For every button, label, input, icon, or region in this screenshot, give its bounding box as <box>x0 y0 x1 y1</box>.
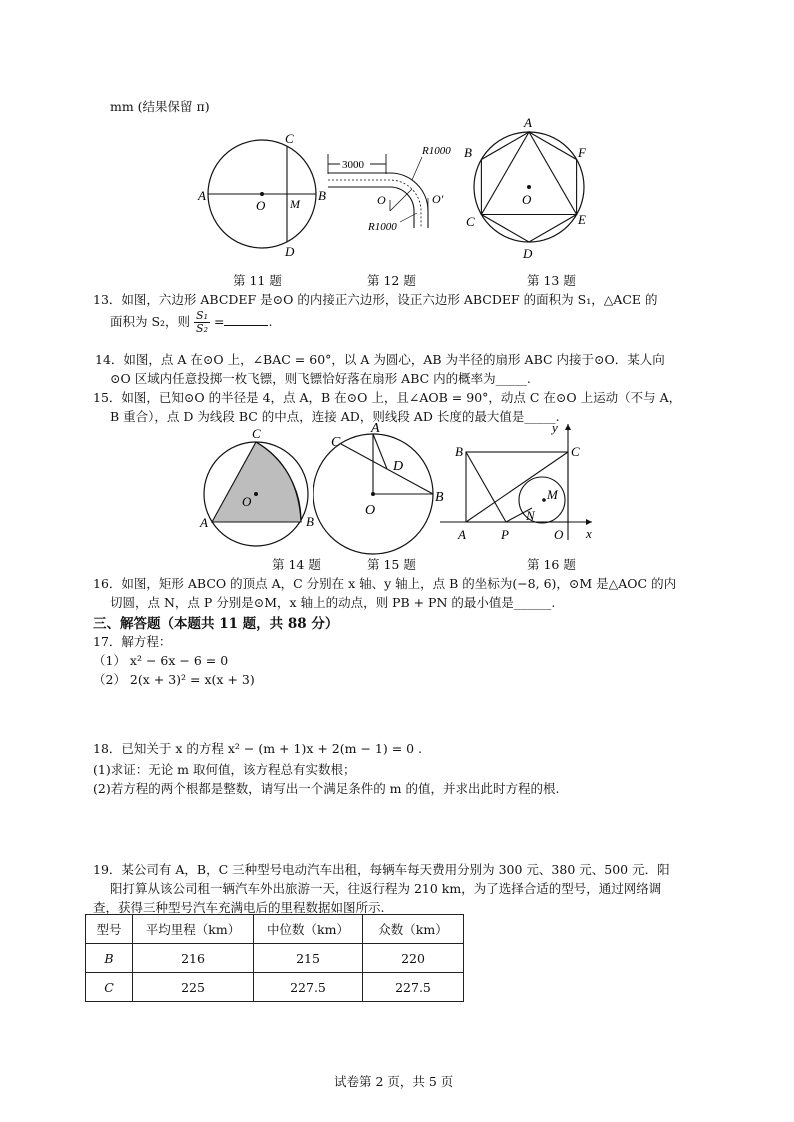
fig14-label-a: A <box>200 515 208 530</box>
fig15-ad <box>373 434 387 469</box>
table-cell: B <box>86 944 133 973</box>
fig16-label-o: O <box>554 527 564 542</box>
q19-line3: 查，获得三种型号汽车充满电后的里程数据如图所示. <box>93 900 385 915</box>
q13-frac-num: S₁ <box>196 309 208 322</box>
fig13-label-f: F <box>578 145 586 160</box>
fig13-label-a: A <box>524 115 532 130</box>
q16-line1: 16．如图，矩形 ABCO 的顶点 A，C 分别在 x 轴、y 轴上，点 B 的坐标为(−8, 6)，⊙M 是△AOC 的内 <box>93 576 677 591</box>
mileage-table <box>85 914 464 1002</box>
fig14-label-b: B <box>306 514 314 529</box>
fig11-center-dot <box>260 192 264 196</box>
caption-q11: 第 11 题 <box>233 273 282 288</box>
fig12-r-bottom: R1000 <box>368 221 397 233</box>
table-header-row <box>86 915 464 944</box>
fig12-o2: O′ <box>432 192 444 206</box>
q13-line1: 13．如图，六边形 ABCDEF 是⊙O 的内接正六边形，设正六边形 ABCDEF 的面积为 S₁，△ACE 的 <box>93 292 658 307</box>
table-header-cell: 中位数（km） <box>254 915 363 944</box>
caption-q15: 第 15 题 <box>367 557 416 572</box>
q13-end: . <box>268 314 273 329</box>
figure-13 <box>462 112 597 262</box>
table-header-cell: 众数（km） <box>363 915 464 944</box>
q19-line2: 阳打算从该公司租一辆汽车外出旅游一天，往返行程为 210 km，为了选择合适的型号，通过网络调 <box>110 881 662 896</box>
q17-part1: （1） x² − 6x − 6 = 0 <box>93 653 229 668</box>
table-header-cell: 型号 <box>86 915 133 944</box>
q13-line2-post: = <box>213 314 225 329</box>
fig13-label-d: D <box>523 246 533 261</box>
table-cell: C <box>86 973 133 1002</box>
fig12-o: O <box>377 193 386 207</box>
fig15-label-o: O <box>365 503 376 518</box>
fig11-label-c: C <box>285 131 294 146</box>
table-cell: 225 <box>133 973 254 1002</box>
q15-line1: 15．如图，已知⊙O 的半径是 4，点 A，B 在⊙O 上，且∠AOB = 90°，动点 C 在⊙O 上运动（不与 A， <box>93 390 682 405</box>
q13-line2 <box>110 310 272 335</box>
q17-part2: （2） 2(x + 3)² = x(x + 3) <box>93 672 255 687</box>
fig13-center-dot <box>527 185 531 189</box>
section-3-heading: 三、解答题（本题共 11 题，共 88 分） <box>93 616 339 632</box>
q18-title: 18．已知关于 x 的方程 x² − (m + 1)x + 2(m − 1) = 0 . <box>93 741 423 756</box>
fig16-label-c: C <box>571 444 580 459</box>
fig15-label-b: B <box>435 490 444 505</box>
fig16-label-y: y <box>552 420 558 435</box>
fig11-label-a: A <box>198 188 206 203</box>
fig11-label-o: O <box>256 198 266 213</box>
table-cell: 216 <box>133 944 254 973</box>
table-row <box>86 973 464 1002</box>
fig16-pb <box>466 452 506 522</box>
table-header-cell: 平均里程（km） <box>133 915 254 944</box>
fig15-label-a: A <box>371 421 380 436</box>
fig15-label-d: D <box>393 459 404 474</box>
table-cell: 227.5 <box>254 973 363 1002</box>
fig13-label-o: O <box>522 192 532 207</box>
fig16-dot-m <box>542 498 546 502</box>
q14-line1: 14．如图，点 A 在⊙O 上，∠BAC = 60°，以 A 为圆心，AB 为半径的扇形 ABC 内接于⊙O．某人向 <box>95 352 665 367</box>
fig16-label-a: A <box>458 527 466 542</box>
fig12-r-top: R1000 <box>422 145 451 157</box>
fig13-label-b: B <box>464 145 472 160</box>
fig14-sector <box>212 442 301 522</box>
q14-line2: ⊙O 区域内任意投掷一枚飞镖，则飞镖恰好落在扇形 ABC 内的概率为_____. <box>110 371 531 386</box>
fig15-label-c: C <box>331 435 341 450</box>
fig13-label-c: C <box>466 214 475 229</box>
q13-fraction <box>194 310 210 335</box>
table-cell: 215 <box>254 944 363 973</box>
q19-line1: 19．某公司有 A，B，C 三种型号电动汽车出租，每辆车每天费用分别为 300 元、380 元、500 元．阳 <box>93 862 670 877</box>
figure-16 <box>440 418 600 546</box>
page-footer: 试卷第 2 页，共 5 页 <box>334 1074 454 1089</box>
fig11-label-d: D <box>285 244 295 259</box>
q13-answer-blank[interactable] <box>224 314 268 326</box>
fig11-label-m: M <box>290 197 300 211</box>
q18-part2: (2)若方程的两个根都是整数，请写出一个满足条件的 m 的值，并求出此时方程的根. <box>93 781 560 796</box>
fig13-label-e: E <box>578 212 586 227</box>
fig16-label-b: B <box>455 444 463 459</box>
fig16-label-m: M <box>547 487 558 502</box>
caption-q12: 第 12 题 <box>367 273 416 288</box>
q18-part1: (1)求证：无论 m 取何值，该方程总有实数根； <box>93 762 356 777</box>
fig12-radius-line <box>390 189 412 211</box>
fig14-center-dot <box>254 492 258 496</box>
fig12-dim-text: 3000 <box>342 159 364 171</box>
caption-q13: 第 13 题 <box>527 273 576 288</box>
figure-12 <box>322 140 452 240</box>
figure-11 <box>195 128 335 263</box>
fig14-label-o: O <box>242 494 252 509</box>
table-row <box>86 944 464 973</box>
q16-line2: 切圆，点 N，点 P 分别是⊙M，x 轴上的动点，则 PB + PN 的最小值是______. <box>110 595 556 610</box>
caption-q14: 第 14 题 <box>272 557 321 572</box>
q13-frac-den: S₂ <box>196 322 208 335</box>
fig15-center-dot <box>371 492 375 496</box>
fig11-label-b: B <box>318 188 326 203</box>
fig14-label-c: C <box>252 426 261 441</box>
fig16-label-x: x <box>586 526 592 541</box>
table-cell: 227.5 <box>363 973 464 1002</box>
top-line: mm (结果保留 π) <box>110 99 210 114</box>
q13-line2-pre: 面积为 S₂，则 <box>110 314 191 329</box>
fig16-label-p: P <box>501 527 509 542</box>
fig16-label-n: N <box>526 508 535 523</box>
table-cell: 220 <box>363 944 464 973</box>
q15-line2: B 重合），点 D 为线段 BC 的中点，连接 AD，则线段 AD 长度的最大值是_____. <box>110 409 560 424</box>
q17-title: 17．解方程： <box>93 634 172 649</box>
figure-15 <box>313 420 453 560</box>
caption-q16: 第 16 题 <box>527 557 576 572</box>
figure-14 <box>198 426 323 556</box>
